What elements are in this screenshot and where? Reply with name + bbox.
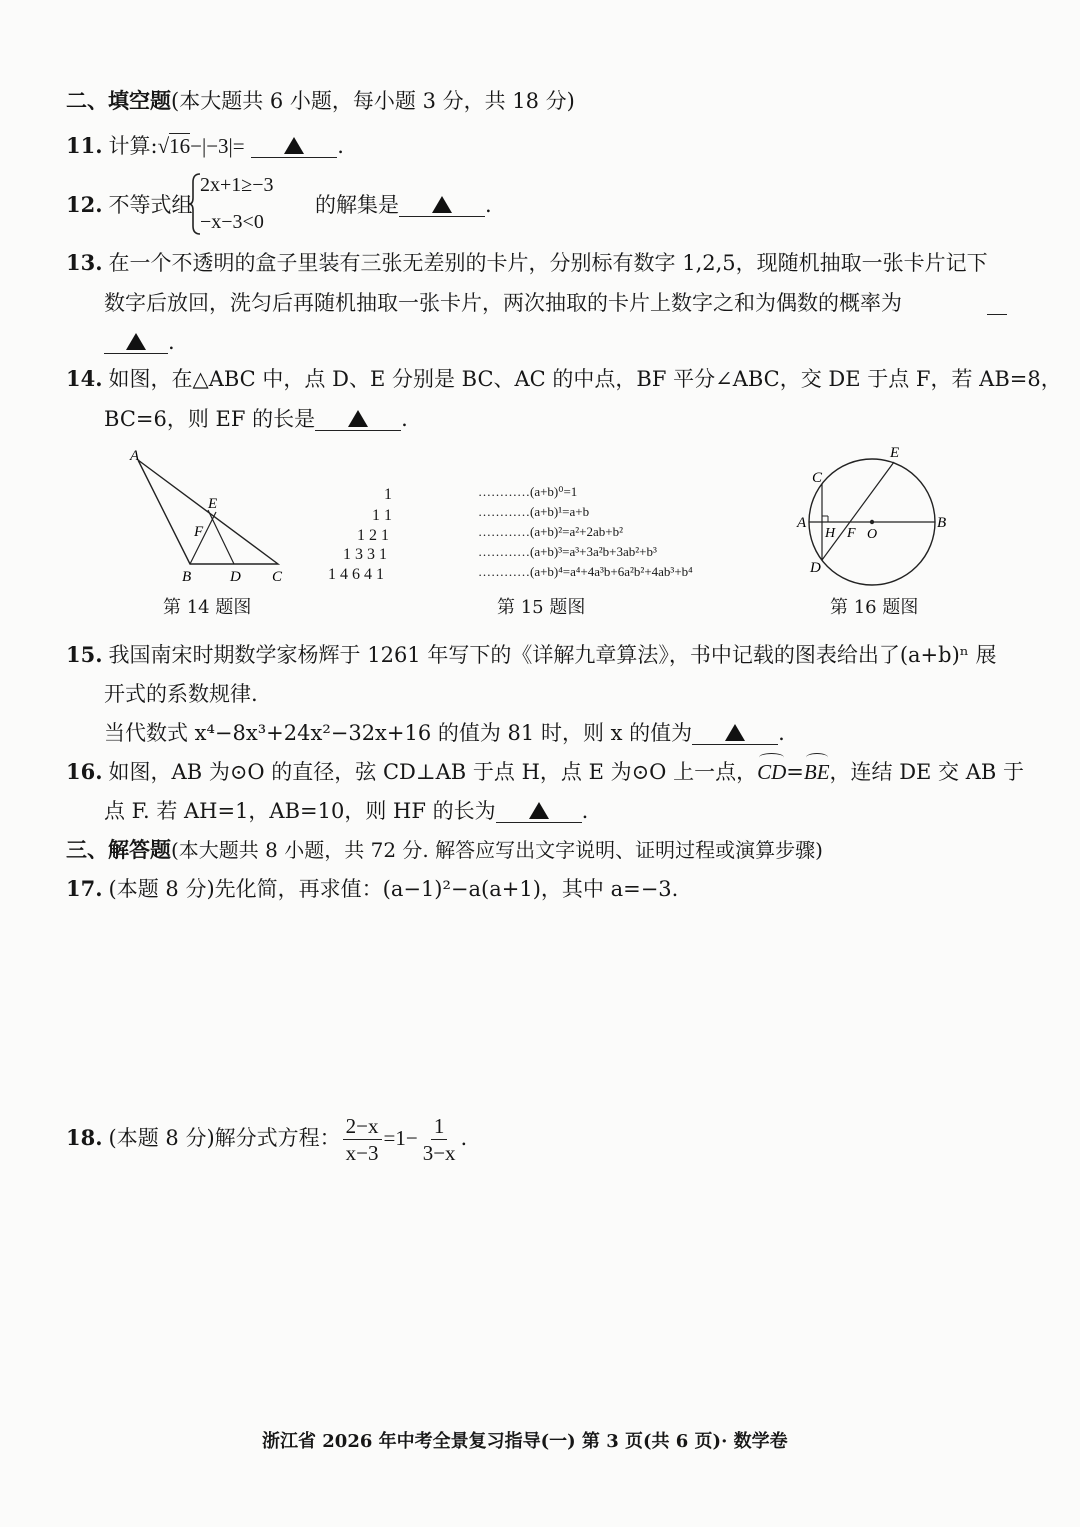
label-a: A [130, 448, 140, 464]
section-3-heading [66, 835, 823, 865]
binomial-expansions [478, 484, 768, 584]
q18-text-a: (本题 8 分)解分式方程： [108, 1126, 341, 1150]
expansion-4: …………(a+b)⁴=a⁴+4a³b+6a²b²+4ab³+b⁴ [478, 564, 693, 579]
q12-end: . [485, 193, 492, 217]
q18-mid: =1− [383, 1126, 418, 1150]
label-f: F [194, 524, 204, 540]
section-3-note: (本大题共 8 小题，共 72 分. 解答应写出文字说明、证明过程或演算步骤) [171, 838, 823, 862]
q12-text-a: 不等式组 [108, 193, 193, 217]
pascal-row-4: 1 4 6 4 1 [328, 566, 384, 583]
expansion-2: …………(a+b)²=a²+2ab+b² [478, 524, 623, 539]
question-number: 14. [66, 366, 103, 391]
question-14-line-1 [66, 364, 1062, 394]
triangle-marker-icon [529, 802, 549, 819]
pascal-triangle [320, 486, 470, 586]
figure-16-circle [790, 440, 960, 590]
fraction-2-numerator: 1 [431, 1113, 448, 1140]
q16-line-1a: 如图，AB 为⊙O 的直径，弦 CD⊥AB 于点 H，点 E 为⊙O 上一点， [108, 760, 758, 784]
question-12-tail [315, 190, 492, 220]
q14-line-2: BC=6，则 EF 的长是 [104, 407, 316, 431]
label-a: A [797, 515, 807, 531]
question-number: 12. [66, 192, 103, 217]
figure-14-triangle [120, 446, 300, 586]
sqrt-radicand: 16 [169, 134, 191, 158]
triangle-abc [138, 460, 278, 564]
q15-end: . [778, 721, 785, 745]
question-17 [66, 874, 678, 904]
arc-cd: CD [757, 757, 786, 787]
question-15-line-2: 开式的系数规律. [104, 682, 258, 706]
expansion-1: …………(a+b)¹=a+b [478, 504, 590, 519]
label-o: O [867, 527, 878, 542]
label-f: F [847, 526, 856, 541]
question-number: 13. [66, 250, 103, 275]
q16-eq: = [786, 760, 804, 784]
q11-text-a: 计算: [108, 134, 158, 158]
answer-blank [399, 190, 485, 217]
question-15-line-1 [66, 640, 997, 670]
pascal-row-3: 1 3 3 1 [343, 546, 387, 563]
q13-line-1: 在一个不透明的盒子里装有三张无差别的卡片，分别标有数字 1,2,5，现随机抽取一张卡片记下 [108, 251, 988, 275]
question-number: 15. [66, 642, 103, 667]
figure-16-caption: 第 16 题图 [830, 597, 919, 618]
q14-line-1: 如图，在△ABC 中，点 D、E 分别是 BC、AC 的中点，BF 平分∠ABC，交 DE 于点 F，若 AB=8， [108, 367, 1062, 391]
center-point [870, 520, 874, 524]
segment-de [208, 510, 234, 564]
question-number: 17. [66, 876, 103, 901]
system-line-2: −x−3<0 [200, 211, 264, 233]
triangle-marker-icon [432, 196, 452, 213]
label-d: D [230, 569, 241, 585]
q14-end: . [401, 407, 408, 431]
pascal-row-1: 1 1 [372, 507, 392, 524]
label-c: C [272, 569, 283, 585]
question-13-line-3 [104, 327, 175, 357]
label-b: B [937, 515, 947, 531]
question-number: 11. [66, 133, 103, 158]
q16-line-1b: ，连结 DE 交 AB 于 [829, 760, 1024, 784]
answer-blank [496, 796, 582, 823]
expansion-0: …………(a+b)⁰=1 [478, 484, 578, 499]
question-16-line-2 [104, 796, 588, 826]
triangle-marker-icon [725, 724, 745, 741]
q15-line-3: 当代数式 x⁴−8x³+24x²−32x+16 的值为 81 时，则 x 的值为 [104, 721, 693, 745]
section-2-note: (本大题共 6 小题，每小题 3 分，共 18 分) [171, 89, 575, 113]
answer-blank [104, 327, 168, 354]
triangle-marker-icon [284, 137, 304, 154]
figure-14-caption: 第 14 题图 [163, 597, 252, 618]
section-3-title: 三、解答题 [66, 837, 171, 862]
question-13-line-2: 数字后放回，洗匀后再随机抽取一张卡片，两次抽取的卡片上数字之和为偶数的概率为 [104, 291, 902, 315]
label-d: D [810, 560, 821, 576]
answer-blank [315, 404, 401, 431]
label-c: C [812, 470, 823, 486]
answer-blank [692, 718, 778, 745]
label-e: E [890, 445, 900, 461]
system-line-1: 2x+1≥−3 [200, 174, 274, 196]
q17-text: (本题 8 分)先化简，再求值：(a−1)²−a(a+1)，其中 a=−3. [108, 877, 679, 901]
q12-text-b: 的解集是 [315, 193, 399, 217]
question-number: 16. [66, 759, 103, 784]
pascal-row-0: 1 [384, 486, 392, 503]
question-15-line-3 [104, 718, 785, 748]
section-2-title: 二、填空题 [66, 88, 171, 113]
question-14-line-2 [104, 404, 408, 434]
arc-be: BE [804, 757, 830, 787]
q11-end: . [337, 134, 344, 158]
q16-end: . [581, 799, 589, 823]
expansion-3: …………(a+b)³=a³+3a²b+3ab²+b³ [478, 544, 657, 559]
triangle-marker-icon [348, 410, 368, 427]
sqrt-expression: √16 [157, 134, 191, 158]
chord-de [822, 462, 894, 560]
q18-end: . [460, 1126, 468, 1150]
fraction-2-denominator: 3−x [422, 1141, 456, 1165]
label-h: H [825, 526, 836, 541]
fraction-1 [343, 1113, 382, 1166]
figure-15-caption: 第 15 题图 [497, 597, 586, 618]
fraction-1-numerator: 2−x [343, 1113, 382, 1140]
fraction-1-denominator: x−3 [345, 1141, 379, 1165]
q11-text-b: −|−3|= [190, 134, 245, 158]
question-13-line-1 [66, 248, 988, 278]
question-11 [66, 131, 344, 161]
fraction-2 [420, 1113, 459, 1166]
question-16-line-1 [66, 757, 1024, 787]
section-2-heading [66, 86, 575, 116]
question-number: 18. [66, 1125, 103, 1150]
page-footer: 浙江省 2026 年中考全景复习指导(一) 第 3 页(共 6 页)· 数学卷 [262, 1431, 788, 1452]
question-18 [66, 1112, 467, 1166]
q13-end: . [168, 330, 175, 354]
q15-line-1: 我国南宋时期数学家杨辉于 1261 年写下的《详解九章算法》，书中记载的图表给出了(a+b)ⁿ 展 [108, 643, 997, 667]
label-b: B [182, 569, 192, 585]
question-12 [66, 190, 193, 220]
answer-blank [251, 131, 337, 158]
pascal-row-2: 1 2 1 [357, 527, 389, 544]
label-e: E [208, 496, 218, 512]
answer-blank-start [987, 314, 1007, 315]
triangle-marker-icon [126, 333, 146, 350]
q16-line-2: 点 F. 若 AH=1，AB=10，则 HF 的长为 [104, 799, 496, 823]
